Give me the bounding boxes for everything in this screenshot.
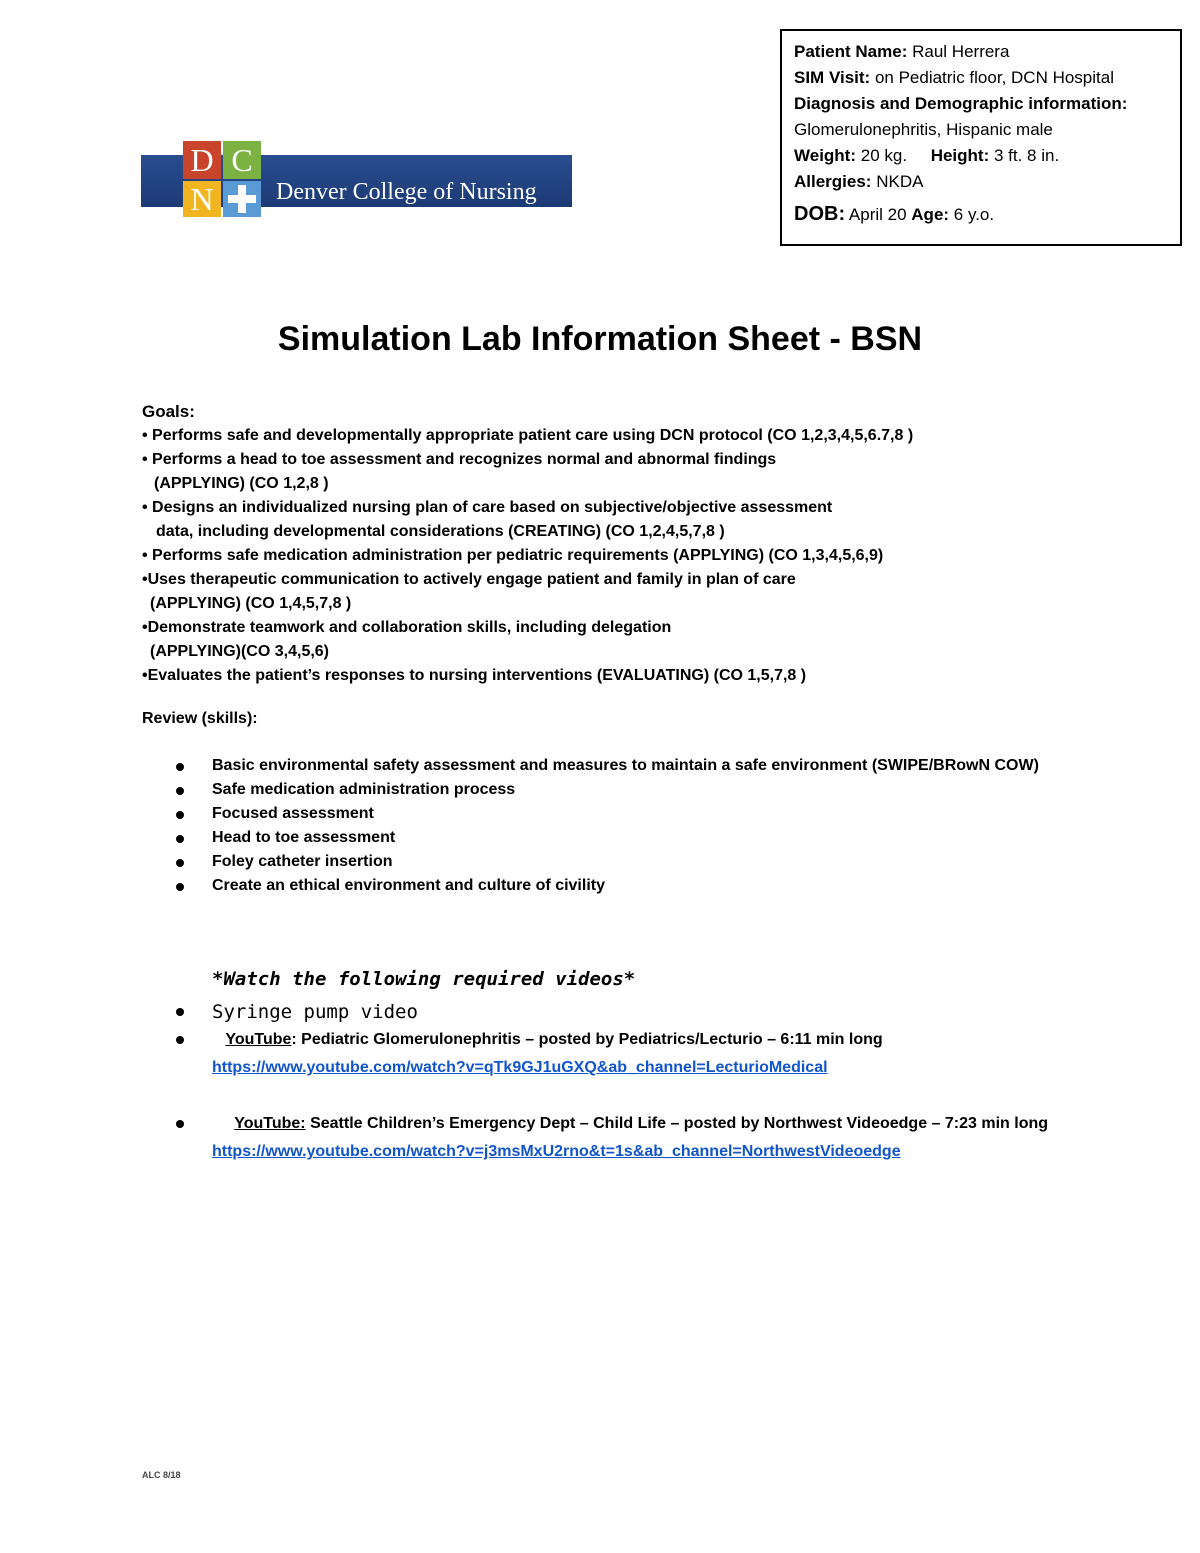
goal-line: •Demonstrate teamwork and collaboration skills, including delegation: [142, 619, 672, 636]
age-label: Age:: [911, 205, 950, 224]
patient-name-value: Raul Herrera: [912, 42, 1010, 61]
diagnosis-label: Diagnosis and Demographic information:: [794, 94, 1128, 113]
list-item: Basic environmental safety assessment and measures to maintain a safe environment (SWIPE/BRowN COW): [172, 754, 1072, 778]
sim-visit-value: on Pediatric floor, DCN Hospital: [874, 68, 1114, 87]
dcn-logo: [141, 141, 572, 217]
allergies-label: Allergies:: [794, 172, 872, 191]
patient-name-row: [794, 39, 1168, 65]
list-item: Foley catheter insertion: [172, 850, 1072, 874]
footer-code: ALC 8/18: [142, 1470, 181, 1480]
goal-line: • Performs a head to toe assessment and recognizes normal and abnormal findings: [142, 451, 777, 468]
diagnosis-value-row: [794, 117, 1168, 143]
diagnosis-label-row: [794, 91, 1168, 117]
list-item: Head to toe assessment: [172, 826, 1072, 850]
goal-line: • Performs safe and developmentally appropriate patient care using DCN protocol (CO 1,2,3,4,5,6.7,8 ): [142, 427, 914, 444]
weight-value: 20 kg.: [860, 146, 908, 165]
goal-line: (APPLYING) (CO 1,4,5,7,8 ): [150, 595, 352, 612]
allergies-row: [794, 169, 1168, 195]
video-item-child-life: [172, 1110, 1092, 1166]
goal-line: • Performs safe medication administration per pediatric requirements (APPLYING) (CO 1,3,4,5,6,9): [142, 547, 884, 564]
logo-cross-icon: [223, 181, 261, 217]
page-title: Simulation Lab Information Sheet - BSN: [277, 320, 923, 358]
list-item: Safe medication administration process: [172, 778, 1072, 802]
video-description: : Pediatric Glomerulonephritis – posted by Pediatrics/Lecturio – 6:11 min long: [291, 1031, 883, 1048]
goal-line: (APPLYING)(CO 3,4,5,6): [150, 643, 330, 660]
goal-line: (APPLYING) (CO 1,2,8 ): [154, 475, 329, 492]
review-list: [172, 754, 1072, 898]
dob-value: April 20: [848, 205, 907, 224]
goals-section: [142, 400, 1062, 688]
list-item: Focused assessment: [172, 802, 1072, 826]
youtube-label: YouTube:: [234, 1115, 306, 1132]
weight-height-row: [794, 143, 1168, 169]
sim-visit-row: [794, 65, 1168, 91]
logo-college-name: Denver College of Nursing: [276, 179, 537, 205]
video-link-lecturio[interactable]: https://www.youtube.com/watch?v=qTk9GJ1uGXQ&ab_channel=LecturioMedical: [212, 1059, 828, 1076]
logo-letter-d: D: [183, 141, 221, 179]
patient-info-box: [780, 29, 1182, 246]
weight-label: Weight:: [794, 146, 857, 165]
videos-heading: *Watch the following required videos*: [212, 968, 636, 990]
list-item: Create an ethical environment and culture of civility: [172, 874, 1072, 898]
goal-line: data, including developmental considerations (CREATING) (CO 1,2,4,5,7,8 ): [156, 523, 725, 540]
logo-letter-n: N: [183, 181, 221, 217]
logo-letter-c: C: [223, 141, 261, 179]
youtube-label: YouTube: [225, 1031, 292, 1048]
allergies-value: NKDA: [876, 172, 924, 191]
dob-label: DOB:: [794, 203, 846, 225]
video-item-syringe-pump: Syringe pump video: [172, 998, 1092, 1026]
review-heading: Review (skills):: [142, 710, 258, 727]
patient-name-label: Patient Name:: [794, 42, 908, 61]
goal-line: •Evaluates the patient’s responses to nursing interventions (EVALUATING) (CO 1,5,7,8 ): [142, 667, 807, 684]
videos-list: [172, 998, 1092, 1166]
age-value: 6 y.o.: [953, 205, 995, 224]
video-item-glomerulonephritis: [172, 1026, 1092, 1082]
height-label: Height:: [930, 146, 990, 165]
goals-heading: Goals:: [142, 402, 195, 421]
height-value: 3 ft. 8 in.: [993, 146, 1060, 165]
goal-line: • Designs an individualized nursing plan of care based on subjective/objective assessment: [142, 499, 833, 516]
sim-visit-label: SIM Visit:: [794, 68, 871, 87]
goal-line: •Uses therapeutic communication to actively engage patient and family in plan of care: [142, 571, 796, 588]
video-description: Seattle Children’s Emergency Dept – Child Life – posted by Northwest Videoedge – 7:23 min long: [305, 1115, 1049, 1132]
video-link-northwest[interactable]: https://www.youtube.com/watch?v=j3msMxU2rno&t=1s&ab_channel=NorthwestVideoedge: [212, 1143, 901, 1160]
diagnosis-value: Glomerulonephritis, Hispanic male: [794, 120, 1053, 139]
dob-age-row: [794, 201, 1168, 228]
